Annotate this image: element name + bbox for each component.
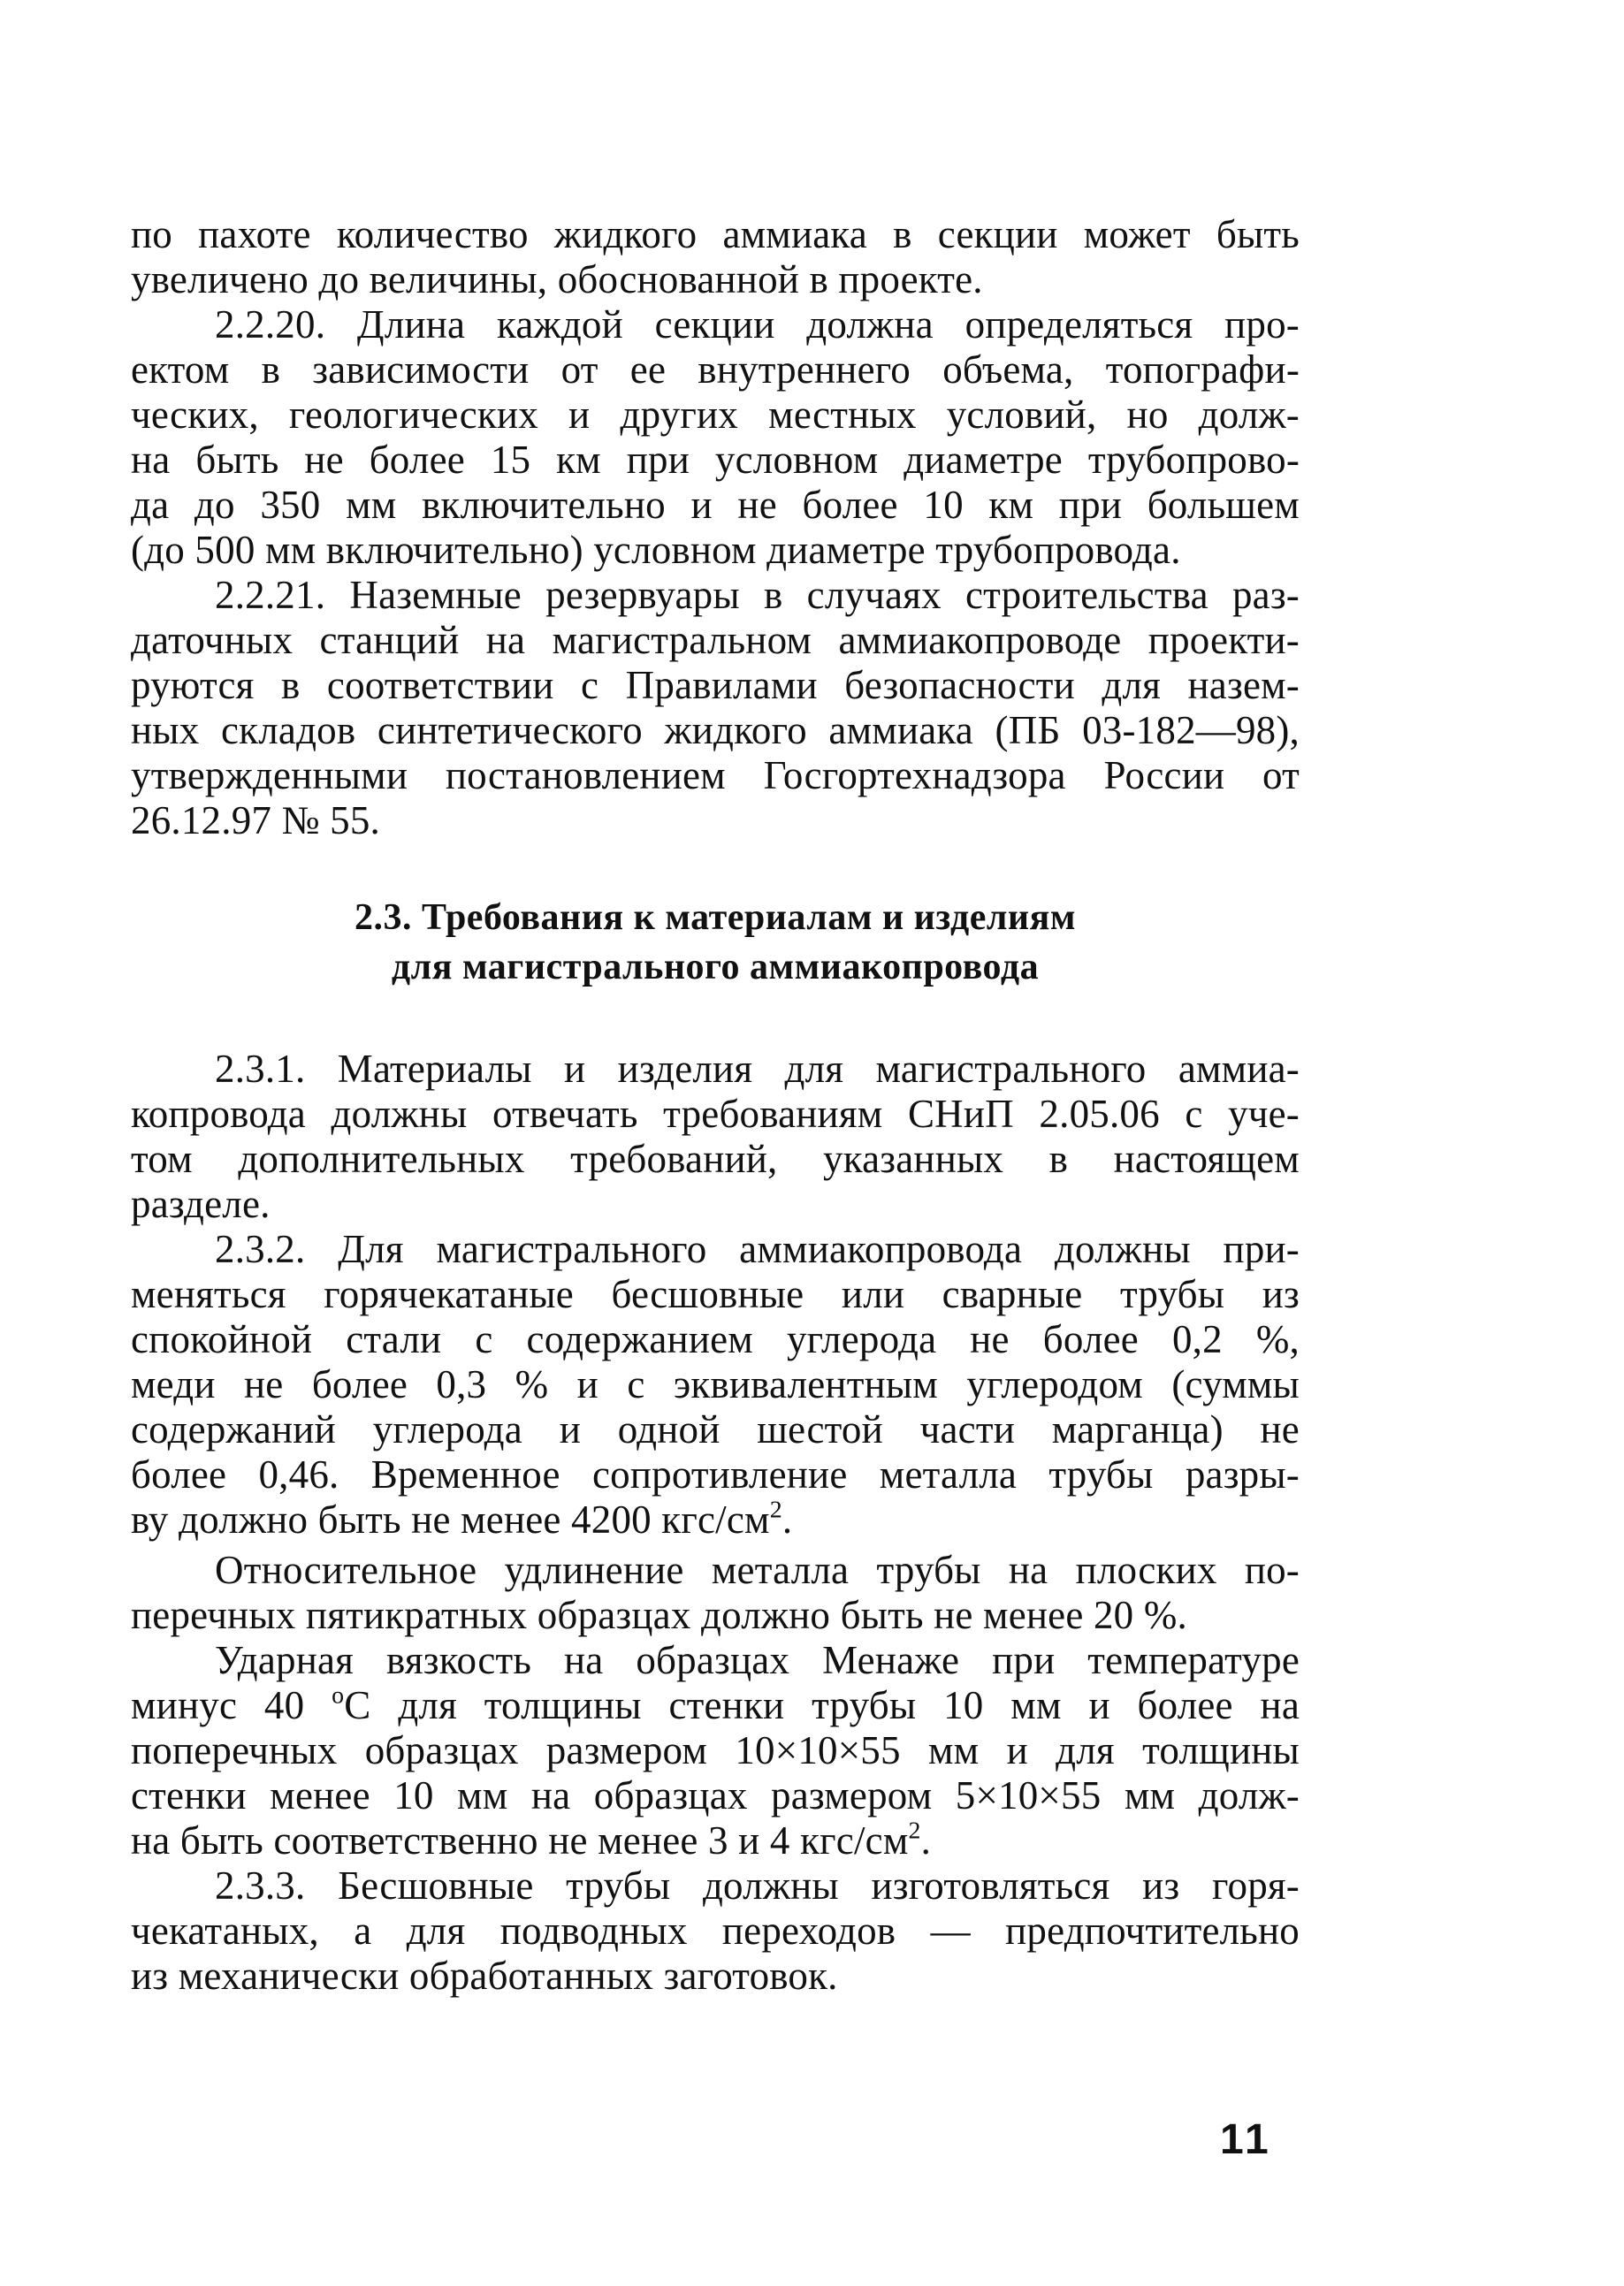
text-line: разделе. xyxy=(131,1182,271,1226)
text-line: Ударная вязкость на образцах Менаже при температуре xyxy=(215,1638,1300,1682)
text-line: по пахоте количество жидкого аммиака в секции может быть xyxy=(131,212,1300,256)
paragraph-2-2-21 xyxy=(131,573,1300,843)
text-fragment: С для толщины стенки трубы 10 мм и более на xyxy=(344,1683,1300,1727)
text-line: даточных станций на магистральном аммиакопроводе проекти- xyxy=(131,618,1300,662)
page-number: 11 xyxy=(1220,2116,1272,2163)
section-heading-line: для магистрального аммиакопровода xyxy=(391,947,1040,987)
text-line: копровода должны отвечать требованиям СНиП 2.05.06 с уче- xyxy=(131,1092,1300,1136)
document-page xyxy=(131,212,1300,1999)
text-line: том дополнительных требований, указанных в настоящем xyxy=(131,1137,1300,1181)
text-line: поперечных образцах размером 10×10×55 мм и для толщины xyxy=(131,1728,1300,1772)
paragraph-impact xyxy=(131,1638,1300,1863)
text-line: да до 350 мм включительно и не более 10 км при большем xyxy=(131,483,1300,527)
superscript: 2 xyxy=(908,1817,921,1845)
text-line: Относительное удлинение металла трубы на плоских по- xyxy=(215,1548,1300,1592)
text-line: 2.3.3. Бесшовные трубы должны изготовляться из горя- xyxy=(215,1863,1300,1908)
paragraph-2-3-2 xyxy=(131,1227,1300,1543)
paragraph-elongation xyxy=(131,1548,1300,1638)
text-line xyxy=(131,1818,1300,1863)
text-fragment: ву должно быть не менее 4200 кгс/см xyxy=(131,1497,770,1542)
text-line: 2.2.20. Длина каждой секции должна определяться про- xyxy=(215,302,1300,347)
text-line: меди не более 0,3 % и с эквивалентным углеродом (суммы xyxy=(131,1362,1300,1406)
text-line: утвержденными постановлением Госгортехнадзора России от xyxy=(131,753,1300,797)
paragraph-intro xyxy=(131,212,1300,302)
text-line: более 0,46. Временное сопротивление металла трубы разры- xyxy=(131,1452,1300,1497)
text-fragment: минус 40 xyxy=(131,1683,332,1727)
text-line: 2.3.2. Для магистрального аммиакопровода должны при- xyxy=(215,1227,1300,1271)
text-line xyxy=(131,1497,1300,1543)
text-fragment: . xyxy=(920,1818,932,1863)
paragraph-2-2-20 xyxy=(131,302,1300,573)
text-line: (до 500 мм включительно) условном диаметре трубопровода. xyxy=(131,528,1181,572)
text-line: спокойной стали с содержанием углерода не более 0,2 %, xyxy=(131,1317,1300,1361)
text-line: содержаний углерода и одной шестой части марганца) не xyxy=(131,1407,1300,1452)
text-line: ных складов синтетического жидкого аммиака (ПБ 03-182—98), xyxy=(131,708,1300,752)
text-line: чекатаных, а для подводных переходов — предпочтительно xyxy=(131,1909,1300,1953)
text-line xyxy=(131,1683,1300,1728)
section-heading xyxy=(131,893,1300,992)
text-line: перечных пятикратных образцах должно быть не менее 20 %. xyxy=(131,1593,1187,1637)
text-fragment: . xyxy=(782,1497,793,1542)
text-line: ектом в зависимости от ее внутреннего объема, топографи- xyxy=(131,347,1300,392)
text-line: 2.3.1. Материалы и изделия для магистрального аммиа- xyxy=(215,1047,1300,1091)
text-line: руются в соответствии с Правилами безопасности для назем- xyxy=(131,663,1300,707)
text-line: 26.12.97 № 55. xyxy=(131,798,380,842)
text-line: на быть не более 15 км при условном диаметре трубопрово- xyxy=(131,438,1300,482)
paragraph-2-3-1 xyxy=(131,1047,1300,1227)
superscript: о xyxy=(332,1681,345,1710)
text-fragment: на быть соответственно не менее 3 и 4 кгс/см xyxy=(131,1818,909,1863)
text-line: 2.2.21. Наземные резервуары в случаях строительства раз- xyxy=(215,573,1300,617)
text-line: стенки менее 10 мм на образцах размером 5×10×55 мм долж- xyxy=(131,1773,1300,1817)
text-line: меняться горячекатаные бесшовные или сварные трубы из xyxy=(131,1272,1300,1316)
text-line: из механически обработанных заготовок. xyxy=(131,1954,838,1998)
paragraph-2-3-3 xyxy=(131,1863,1300,1999)
text-line: ческих, геологических и других местных условий, но долж- xyxy=(131,392,1300,437)
text-line: увеличено до величины, обоснованной в проекте. xyxy=(131,257,983,301)
section-heading-line: 2.3. Требования к материалам и изделиям xyxy=(355,897,1076,938)
superscript: 2 xyxy=(769,1496,782,1524)
